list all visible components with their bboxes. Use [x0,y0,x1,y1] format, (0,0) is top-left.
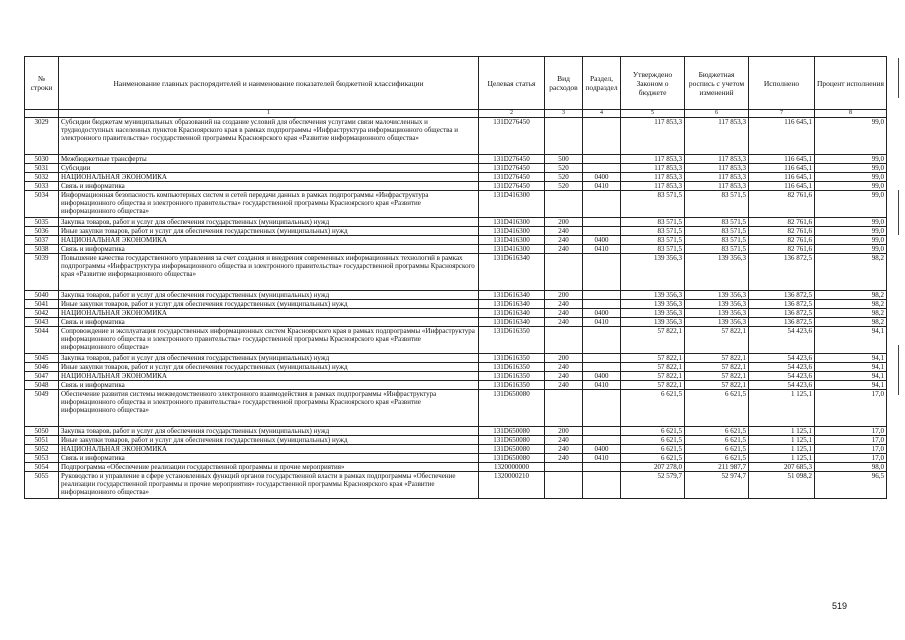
table-row [25,436,887,445]
expense-type-cell [545,191,583,218]
section-cell: 0410 [583,454,621,463]
budget-list-amount-cell: 57 822,1 [685,381,749,390]
row-name-cell: НАЦИОНАЛЬНАЯ ЭКОНОМИКА [59,445,479,454]
approved-amount-cell: 57 822,1 [621,363,685,372]
budget-list-amount-cell: 139 356,3 [685,300,749,309]
page-edge-mark [898,58,899,98]
target-article-cell: 131D616350 [479,381,545,390]
approved-amount-cell: 52 579,7 [621,472,685,499]
column-number: 2 [479,110,545,118]
expense-type-cell: 240 [545,436,583,445]
executed-amount-cell: 54 423,6 [749,327,815,354]
row-name-cell: Сопровождение и эксплуатация государственных информационных систем Красноярского края в рамках подпрограммы «Инфраструктура информационного общества и электронного правительства» государственной программы Красноярского края «Развитие информационного общества» [59,327,479,354]
row-name-cell: Связь и информатика [59,454,479,463]
executed-amount-cell: 116 645,1 [749,182,815,191]
expense-type-cell: 200 [545,354,583,363]
budget-list-amount-cell: 6 621,5 [685,445,749,454]
page-edge-mark [898,345,899,395]
column-number: 1 [59,110,479,118]
percent-cell: 98,2 [815,254,887,291]
section-cell [583,291,621,300]
budget-list-amount-cell: 83 571,5 [685,227,749,236]
target-article-cell: 131D616350 [479,327,545,354]
expense-type-cell: 240 [545,300,583,309]
percent-cell: 98,2 [815,291,887,300]
percent-cell: 98,2 [815,309,887,318]
row-name-cell: НАЦИОНАЛЬНАЯ ЭКОНОМИКА [59,309,479,318]
executed-amount-cell: 1 125,1 [749,436,815,445]
target-article-cell: 131D276450 [479,173,545,182]
table-row [25,291,887,300]
row-name-cell: Закупка товаров, работ и услуг для обеспечения государственных (муниципальных) нужд [59,427,479,436]
executed-amount-cell: 116 645,1 [749,164,815,173]
percent-cell: 94,1 [815,327,887,354]
table-row [25,218,887,227]
table-row [25,363,887,372]
executed-amount-cell: 54 423,6 [749,354,815,363]
percent-cell: 99,0 [815,245,887,254]
expense-type-cell: 240 [545,236,583,245]
column-number: 5 [621,110,685,118]
section-cell [583,254,621,291]
row-name-cell: Иные закупки товаров, работ и услуг для обеспечения государственных (муниципальных) нужд [59,227,479,236]
budget-list-amount-cell: 117 853,3 [685,164,749,173]
percent-cell: 94,1 [815,354,887,363]
expense-type-cell [545,327,583,354]
table-row [25,155,887,164]
expense-type-cell [545,390,583,427]
percent-cell: 17,0 [815,390,887,427]
header-expense-type: Вид расходов [545,57,583,110]
approved-amount-cell: 6 621,5 [621,427,685,436]
approved-amount-cell: 117 853,3 [621,155,685,164]
row-name-cell: Закупка товаров, работ и услуг для обеспечения государственных (муниципальных) нужд [59,218,479,227]
target-article-cell: 131D616350 [479,372,545,381]
percent-cell: 98,2 [815,318,887,327]
row-number-cell: 5045 [25,354,59,363]
table-row [25,427,887,436]
expense-type-cell: 520 [545,164,583,173]
row-number-cell: 5050 [25,427,59,436]
column-number: 8 [815,110,887,118]
percent-cell: 99,0 [815,155,887,164]
approved-amount-cell: 83 571,5 [621,245,685,254]
table-row [25,454,887,463]
target-article-cell: 131D416300 [479,245,545,254]
header-name: Наименование главных распорядителей и наименование показателей бюджетной классификации [59,57,479,110]
table-row [25,173,887,182]
column-number: 4 [583,110,621,118]
row-name-cell: Закупка товаров, работ и услуг для обеспечения государственных (муниципальных) нужд [59,291,479,300]
row-number-cell: 5052 [25,445,59,454]
table-body [25,118,887,499]
budget-list-amount-cell: 139 356,3 [685,309,749,318]
row-number-cell: 5041 [25,300,59,309]
section-cell: 0400 [583,372,621,381]
target-article-cell: 131D416300 [479,218,545,227]
expense-type-cell: 240 [545,363,583,372]
table-row [25,300,887,309]
budget-list-amount-cell: 6 621,5 [685,390,749,427]
target-article-cell: 131D276450 [479,118,545,155]
expense-type-cell: 200 [545,427,583,436]
expense-type-cell [545,118,583,155]
approved-amount-cell: 57 822,1 [621,327,685,354]
executed-amount-cell: 1 125,1 [749,454,815,463]
approved-amount-cell: 83 571,5 [621,227,685,236]
executed-amount-cell: 136 872,5 [749,300,815,309]
percent-cell: 99,0 [815,118,887,155]
row-number-cell: 5049 [25,390,59,427]
table-row [25,327,887,354]
executed-amount-cell: 136 872,5 [749,309,815,318]
row-name-cell: Связь и информатика [59,318,479,327]
row-name-cell: Субсидии бюджетам муниципальных образований на создание условий для обеспечения услугами связи малочисленных и труднодоступных населенных пунктов Красноярского края в рамках подпрограммы «Инфраструктура информационного общества и электронного правительства» государственной программы Красноярского края «Развитие информационного общества» [59,118,479,155]
expense-type-cell [545,463,583,472]
row-number-cell: 5043 [25,318,59,327]
executed-amount-cell: 54 423,6 [749,381,815,390]
table-row [25,463,887,472]
table-row [25,472,887,499]
section-cell [583,436,621,445]
row-number-cell: 5034 [25,191,59,218]
section-cell: 0410 [583,318,621,327]
expense-type-cell: 240 [545,454,583,463]
row-name-cell: Иные закупки товаров, работ и услуг для обеспечения государственных (муниципальных) нужд [59,436,479,445]
table-row [25,164,887,173]
approved-amount-cell: 117 853,3 [621,173,685,182]
table-row [25,254,887,291]
section-cell: 0400 [583,173,621,182]
percent-cell: 99,0 [815,236,887,245]
executed-amount-cell: 116 645,1 [749,155,815,164]
row-name-cell: Обеспечение развития системы межведомственного электронного взаимодействия в рамках подпрограммы «Инфраструктура информационного общества и электронного правительства» государственной программы Красноярского края «Развитие информационного общества» [59,390,479,427]
section-cell [583,472,621,499]
target-article-cell: 131D416300 [479,191,545,218]
executed-amount-cell: 116 645,1 [749,173,815,182]
percent-cell: 99,0 [815,218,887,227]
row-name-cell: Межбюджетные трансферты [59,155,479,164]
section-cell: 0400 [583,445,621,454]
budget-list-amount-cell: 57 822,1 [685,372,749,381]
column-number [25,110,59,118]
target-article-cell: 131D616340 [479,254,545,291]
executed-amount-cell: 207 685,3 [749,463,815,472]
approved-amount-cell: 83 571,5 [621,191,685,218]
approved-amount-cell: 117 853,3 [621,164,685,173]
row-name-cell: Субсидии [59,164,479,173]
row-number-cell: 5037 [25,236,59,245]
table-row [25,318,887,327]
budget-execution-table [24,56,887,499]
row-name-cell: Подпрограмма «Обеспечение реализации государственной программы и прочие мероприятия» [59,463,479,472]
budget-list-amount-cell: 211 987,7 [685,463,749,472]
approved-amount-cell: 83 571,5 [621,218,685,227]
executed-amount-cell: 51 098,2 [749,472,815,499]
section-cell [583,463,621,472]
header-percent: Процент исполнения [815,57,887,110]
table-row [25,445,887,454]
target-article-cell: 131D276450 [479,182,545,191]
executed-amount-cell: 82 761,6 [749,236,815,245]
expense-type-cell: 240 [545,372,583,381]
executed-amount-cell: 136 872,5 [749,318,815,327]
executed-amount-cell: 1 125,1 [749,390,815,427]
percent-cell: 17,0 [815,445,887,454]
expense-type-cell: 520 [545,182,583,191]
expense-type-cell [545,472,583,499]
row-number-cell: 5055 [25,472,59,499]
expense-type-cell: 240 [545,309,583,318]
header-section: Раздел, подраздел [583,57,621,110]
row-number-cell: 5030 [25,155,59,164]
expense-type-cell [545,254,583,291]
approved-amount-cell: 139 356,3 [621,318,685,327]
budget-list-amount-cell: 83 571,5 [685,218,749,227]
section-cell [583,327,621,354]
percent-cell: 96,5 [815,472,887,499]
executed-amount-cell: 82 761,6 [749,227,815,236]
row-number-cell: 5033 [25,182,59,191]
row-number-cell: 5038 [25,245,59,254]
row-name-cell: НАЦИОНАЛЬНАЯ ЭКОНОМИКА [59,173,479,182]
row-name-cell: Иные закупки товаров, работ и услуг для обеспечения государственных (муниципальных) нужд [59,300,479,309]
row-number-cell: 5047 [25,372,59,381]
approved-amount-cell: 117 853,3 [621,182,685,191]
row-name-cell: Повышение качества государственного управления за счет создания и внедрения современных информационных технологий в рамках подпрограммы «Инфраструктура информационного общества и электронного правительства» государственной программы Красноярского края «Развитие информационного общества» [59,254,479,291]
budget-list-amount-cell: 117 853,3 [685,182,749,191]
percent-cell: 17,0 [815,436,887,445]
budget-list-amount-cell: 139 356,3 [685,291,749,300]
budget-list-amount-cell: 52 974,7 [685,472,749,499]
header-row-number: № строки [25,57,59,110]
target-article-cell: 131D616340 [479,291,545,300]
approved-amount-cell: 139 356,3 [621,300,685,309]
executed-amount-cell: 54 423,6 [749,363,815,372]
row-name-cell: Руководство и управление в сфере установленных функций органов государственной власти в рамках подпрограммы «Обеспечение реализации государственной программы и прочие мероприятия» государственной программы Красноярского края «Развитие информационного общества» [59,472,479,499]
budget-list-amount-cell: 6 621,5 [685,427,749,436]
target-article-cell: 131D650080 [479,436,545,445]
header-target-article: Целевая статья [479,57,545,110]
row-name-cell: Иные закупки товаров, работ и услуг для обеспечения государственных (муниципальных) нужд [59,363,479,372]
row-number-cell: 3029 [25,118,59,155]
table-row [25,191,887,218]
budget-list-amount-cell: 117 853,3 [685,155,749,164]
section-cell [583,354,621,363]
table-row [25,245,887,254]
row-name-cell: Информационная безопасность компьютерных систем и сетей передачи данных в рамках подпрограммы «Инфраструктура информационного общества и электронного правительства» государственной программы Красноярского края «Развитие информационного общества» [59,191,479,218]
executed-amount-cell: 82 761,6 [749,245,815,254]
percent-cell: 99,0 [815,182,887,191]
row-name-cell: Связь и информатика [59,182,479,191]
percent-cell: 99,0 [815,191,887,218]
section-cell [583,118,621,155]
section-cell [583,227,621,236]
approved-amount-cell: 6 621,5 [621,445,685,454]
budget-list-amount-cell: 57 822,1 [685,327,749,354]
section-cell: 0410 [583,381,621,390]
target-article-cell: 131D616350 [479,363,545,372]
header-budget-list: Бюджетная роспись с учетом изменений [685,57,749,110]
column-number: 7 [749,110,815,118]
column-number: 3 [545,110,583,118]
row-number-cell: 5053 [25,454,59,463]
header-approved: Утверждено Законом о бюджете [621,57,685,110]
percent-cell: 94,1 [815,381,887,390]
target-article-cell: 1320000000 [479,463,545,472]
percent-cell: 99,0 [815,227,887,236]
executed-amount-cell: 136 872,5 [749,254,815,291]
target-article-cell: 131D416300 [479,236,545,245]
executed-amount-cell: 136 872,5 [749,291,815,300]
target-article-cell: 131D276450 [479,155,545,164]
approved-amount-cell: 207 278,0 [621,463,685,472]
budget-list-amount-cell: 139 356,3 [685,318,749,327]
budget-list-amount-cell: 83 571,5 [685,245,749,254]
executed-amount-cell: 116 645,1 [749,118,815,155]
approved-amount-cell: 139 356,3 [621,309,685,318]
section-cell: 0410 [583,245,621,254]
target-article-cell: 131D650080 [479,390,545,427]
budget-list-amount-cell: 57 822,1 [685,363,749,372]
budget-list-amount-cell: 117 853,3 [685,118,749,155]
row-number-cell: 5039 [25,254,59,291]
expense-type-cell: 240 [545,318,583,327]
expense-type-cell: 240 [545,445,583,454]
target-article-cell: 131D650080 [479,454,545,463]
approved-amount-cell: 139 356,3 [621,291,685,300]
approved-amount-cell: 6 621,5 [621,390,685,427]
section-cell [583,164,621,173]
target-article-cell: 131D616340 [479,309,545,318]
expense-type-cell: 240 [545,245,583,254]
table-row [25,390,887,427]
expense-type-cell: 500 [545,155,583,164]
approved-amount-cell: 6 621,5 [621,436,685,445]
table-row [25,309,887,318]
section-cell [583,155,621,164]
percent-cell: 98,0 [815,463,887,472]
row-number-cell: 5046 [25,363,59,372]
table-row [25,182,887,191]
section-cell: 0410 [583,182,621,191]
percent-cell: 98,2 [815,300,887,309]
budget-list-amount-cell: 57 822,1 [685,354,749,363]
approved-amount-cell: 57 822,1 [621,372,685,381]
section-cell: 0400 [583,236,621,245]
expense-type-cell: 240 [545,381,583,390]
target-article-cell: 131D616340 [479,318,545,327]
row-number-cell: 5042 [25,309,59,318]
row-name-cell: НАЦИОНАЛЬНАЯ ЭКОНОМИКА [59,372,479,381]
expense-type-cell: 520 [545,173,583,182]
row-number-cell: 5032 [25,173,59,182]
row-number-cell: 5044 [25,327,59,354]
row-number-cell: 5054 [25,463,59,472]
target-article-cell: 131D616350 [479,354,545,363]
executed-amount-cell: 54 423,6 [749,372,815,381]
approved-amount-cell: 117 853,3 [621,118,685,155]
budget-list-amount-cell: 6 621,5 [685,436,749,445]
row-name-cell: НАЦИОНАЛЬНАЯ ЭКОНОМИКА [59,236,479,245]
executed-amount-cell: 82 761,6 [749,191,815,218]
target-article-cell: 131D650080 [479,427,545,436]
row-number-cell: 5048 [25,381,59,390]
budget-list-amount-cell: 139 356,3 [685,254,749,291]
target-article-cell: 131D616340 [479,300,545,309]
column-number: 6 [685,110,749,118]
percent-cell: 94,1 [815,372,887,381]
row-name-cell: Связь и информатика [59,245,479,254]
target-article-cell: 1320000210 [479,472,545,499]
row-name-cell: Связь и информатика [59,381,479,390]
section-cell [583,363,621,372]
executed-amount-cell: 1 125,1 [749,427,815,436]
percent-cell: 94,1 [815,363,887,372]
percent-cell: 17,0 [815,427,887,436]
budget-list-amount-cell: 6 621,5 [685,454,749,463]
approved-amount-cell: 83 571,5 [621,236,685,245]
section-cell [583,191,621,218]
table-row [25,372,887,381]
page-edge-mark [898,190,899,235]
budget-list-amount-cell: 83 571,5 [685,191,749,218]
table-row [25,381,887,390]
expense-type-cell: 240 [545,227,583,236]
target-article-cell: 131D276450 [479,164,545,173]
executed-amount-cell: 1 125,1 [749,445,815,454]
target-article-cell: 131D650080 [479,445,545,454]
approved-amount-cell: 57 822,1 [621,381,685,390]
section-cell [583,218,621,227]
section-cell [583,427,621,436]
row-number-cell: 5040 [25,291,59,300]
table-row [25,227,887,236]
table-row [25,236,887,245]
budget-list-amount-cell: 83 571,5 [685,236,749,245]
page-number: 519 [831,601,847,611]
target-article-cell: 131D416300 [479,227,545,236]
percent-cell: 99,0 [815,173,887,182]
executed-amount-cell: 82 761,6 [749,218,815,227]
row-name-cell: Закупка товаров, работ и услуг для обеспечения государственных (муниципальных) нужд [59,354,479,363]
table-row [25,354,887,363]
section-cell [583,390,621,427]
budget-list-amount-cell: 117 853,3 [685,173,749,182]
expense-type-cell: 200 [545,218,583,227]
approved-amount-cell: 139 356,3 [621,254,685,291]
approved-amount-cell: 6 621,5 [621,454,685,463]
section-cell: 0400 [583,309,621,318]
percent-cell: 99,0 [815,164,887,173]
row-number-cell: 5051 [25,436,59,445]
table-header-row [25,57,887,110]
header-executed: Исполнено [749,57,815,110]
row-number-cell: 5035 [25,218,59,227]
percent-cell: 17,0 [815,454,887,463]
row-number-cell: 5036 [25,227,59,236]
section-cell [583,300,621,309]
column-number-row [25,110,887,118]
approved-amount-cell: 57 822,1 [621,354,685,363]
row-number-cell: 5031 [25,164,59,173]
expense-type-cell: 200 [545,291,583,300]
table-row [25,118,887,155]
